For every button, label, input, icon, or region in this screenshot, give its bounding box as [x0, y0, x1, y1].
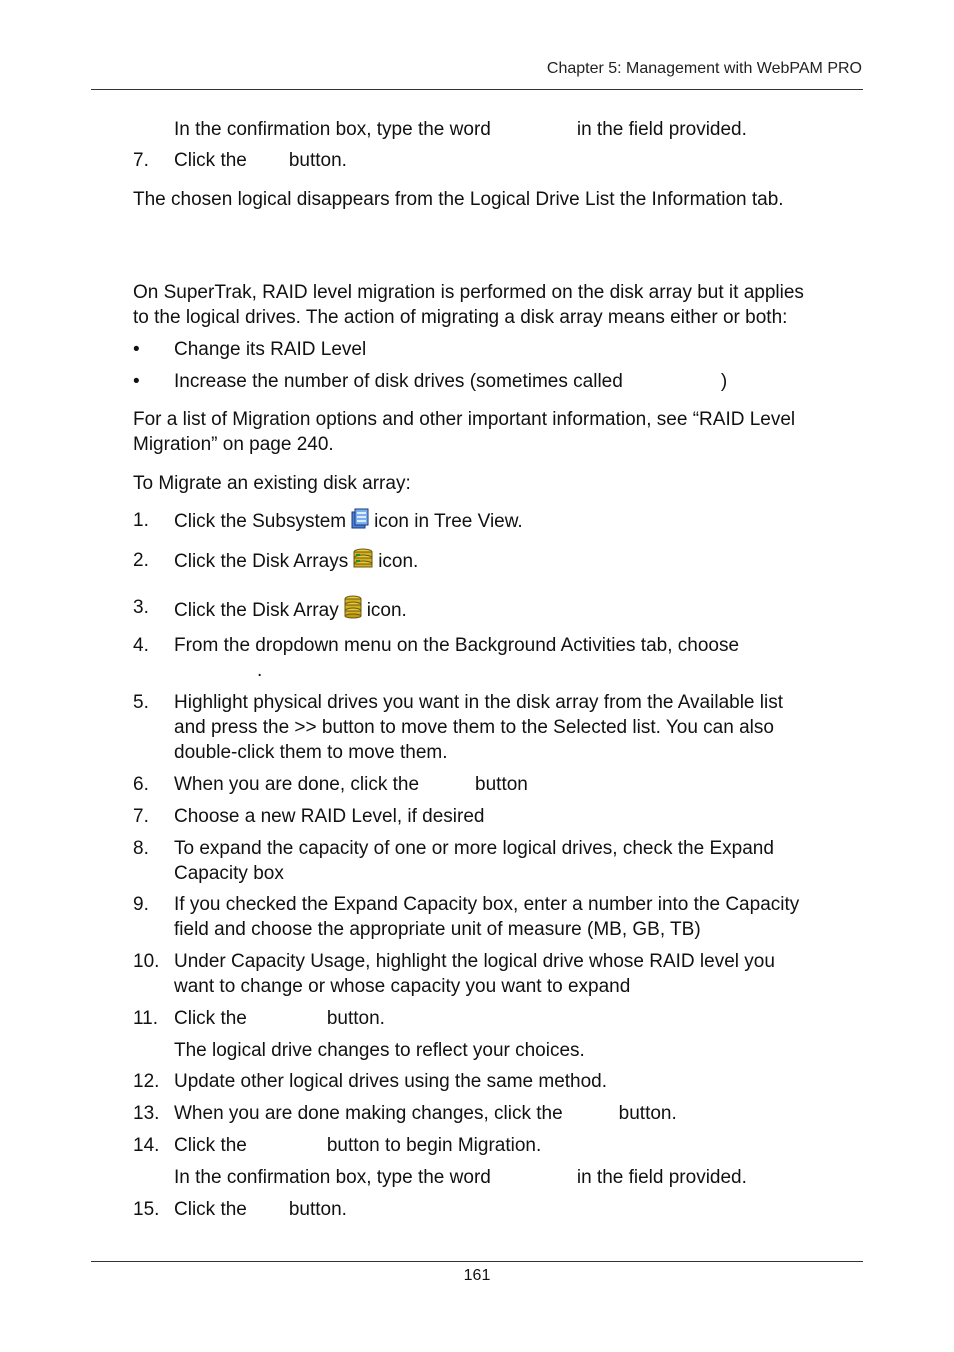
step-text: button.: [288, 150, 347, 171]
step-text: Click the: [174, 1135, 247, 1156]
step-number: 7.: [133, 150, 149, 171]
step-11-note: The logical drive changes to reflect your choices.: [174, 1040, 585, 1061]
step-text: Click the Disk Array: [174, 600, 339, 621]
step-text: When you are done, click the: [174, 774, 420, 795]
step-text: button: [475, 774, 528, 795]
step-3: [174, 595, 407, 626]
step-text: button to begin Migration.: [326, 1135, 542, 1156]
confirm-before: In the confirmation box, type the word: [174, 1167, 491, 1188]
step-text: Click the Disk Arrays: [174, 551, 349, 572]
bullet-text: [174, 369, 727, 394]
step-15: [174, 1197, 347, 1222]
step-5-line-2: and press the >> button to move them to the Selected list. You can also: [174, 717, 774, 738]
step-2: [174, 548, 418, 577]
step-number: 14.: [133, 1135, 160, 1156]
step-5-line-3: double-click them to move them.: [174, 742, 448, 763]
step-text: When you are done making changes, click the: [174, 1103, 563, 1124]
step-10-line-2: want to change or whose capacity you want to expand: [174, 976, 631, 997]
subsystem-icon: [350, 508, 370, 537]
step-number: 2.: [133, 550, 149, 571]
step-7-top: [174, 148, 347, 173]
step-text: Click the Subsystem: [174, 511, 347, 532]
step-text: button.: [618, 1103, 677, 1124]
step-1: [174, 508, 523, 537]
confirm-line-top: [174, 117, 747, 142]
step-6: [174, 772, 528, 797]
step-13: [174, 1101, 677, 1126]
bullet-mark: •: [133, 371, 140, 392]
procedure-intro: To Migrate an existing disk array:: [133, 473, 411, 494]
step-text: icon.: [378, 551, 419, 572]
step-8-line-1: To expand the capacity of one or more logical drives, check the Expand: [174, 838, 774, 859]
disk-array-icon: [343, 595, 363, 626]
step-number: 6.: [133, 774, 149, 795]
bullet-text-before: Increase the number of disk drives (sometimes called: [174, 371, 623, 392]
page-number: 161: [463, 1267, 491, 1284]
step-number: 11.: [133, 1008, 159, 1029]
step-text: icon.: [366, 600, 407, 621]
bullet-text: Change its RAID Level: [174, 339, 367, 360]
footer-rule: [91, 1261, 863, 1262]
step-text: Click the: [174, 1008, 247, 1029]
step-5-line-1: Highlight physical drives you want in the disk array from the Available list: [174, 692, 783, 713]
step-number: 12.: [133, 1071, 160, 1092]
step-text: Click the: [174, 1199, 247, 1220]
step-4-line-1: From the dropdown menu on the Background Activities tab, choose: [174, 635, 740, 656]
result-paragraph: The chosen logical disappears from the Logical Drive List the Information tab.: [133, 189, 784, 210]
step-number: 7.: [133, 806, 149, 827]
step-10-line-1: Under Capacity Usage, highlight the logical drive whose RAID level you: [174, 951, 775, 972]
step-9-line-1: If you checked the Expand Capacity box, enter a number into the Capacity: [174, 894, 800, 915]
step-text: button.: [288, 1199, 347, 1220]
step-text: button.: [326, 1008, 385, 1029]
confirm-after: in the field provided.: [576, 1167, 747, 1188]
step-text: icon in Tree View.: [374, 511, 523, 532]
step-14-confirm: [174, 1165, 747, 1190]
step-8-line-2: Capacity box: [174, 863, 284, 884]
step-4-line-2: .: [257, 660, 263, 681]
step-number: 1.: [133, 510, 149, 531]
step-number: 3.: [133, 597, 149, 618]
intro-line-1: On SuperTrak, RAID level migration is performed on the disk array but it applies: [133, 282, 804, 303]
confirm-before: In the confirmation box, type the word: [174, 119, 491, 140]
step-11: [174, 1006, 385, 1031]
step-number: 10.: [133, 951, 160, 972]
step-number: 9.: [133, 894, 149, 915]
step-number: 8.: [133, 838, 149, 859]
step-12: Update other logical drives using the same method.: [174, 1071, 608, 1092]
disk-arrays-icon: [352, 548, 374, 577]
bullet-mark: •: [133, 339, 140, 360]
bullet-text-after: ): [720, 371, 728, 392]
step-number: 13.: [133, 1103, 160, 1124]
step-number: 5.: [133, 692, 149, 713]
intro-line-2: to the logical drives. The action of migrating a disk array means either or both:: [133, 307, 788, 328]
step-9-line-2: field and choose the appropriate unit of measure (MB, GB, TB): [174, 919, 701, 940]
confirm-after: in the field provided.: [576, 119, 747, 140]
migration-ref-line-2: Migration” on page 240.: [133, 434, 334, 455]
step-7: Choose a new RAID Level, if desired: [174, 806, 485, 827]
migration-ref-line-1: For a list of Migration options and other important information, see “RAID Level: [133, 409, 796, 430]
step-number: 4.: [133, 635, 149, 656]
step-14: [174, 1133, 541, 1158]
step-number: 15.: [133, 1199, 160, 1220]
running-header: Chapter 5: Management with WebPAM PRO: [546, 60, 862, 77]
step-text: Click the: [174, 150, 247, 171]
header-rule: [91, 89, 863, 90]
